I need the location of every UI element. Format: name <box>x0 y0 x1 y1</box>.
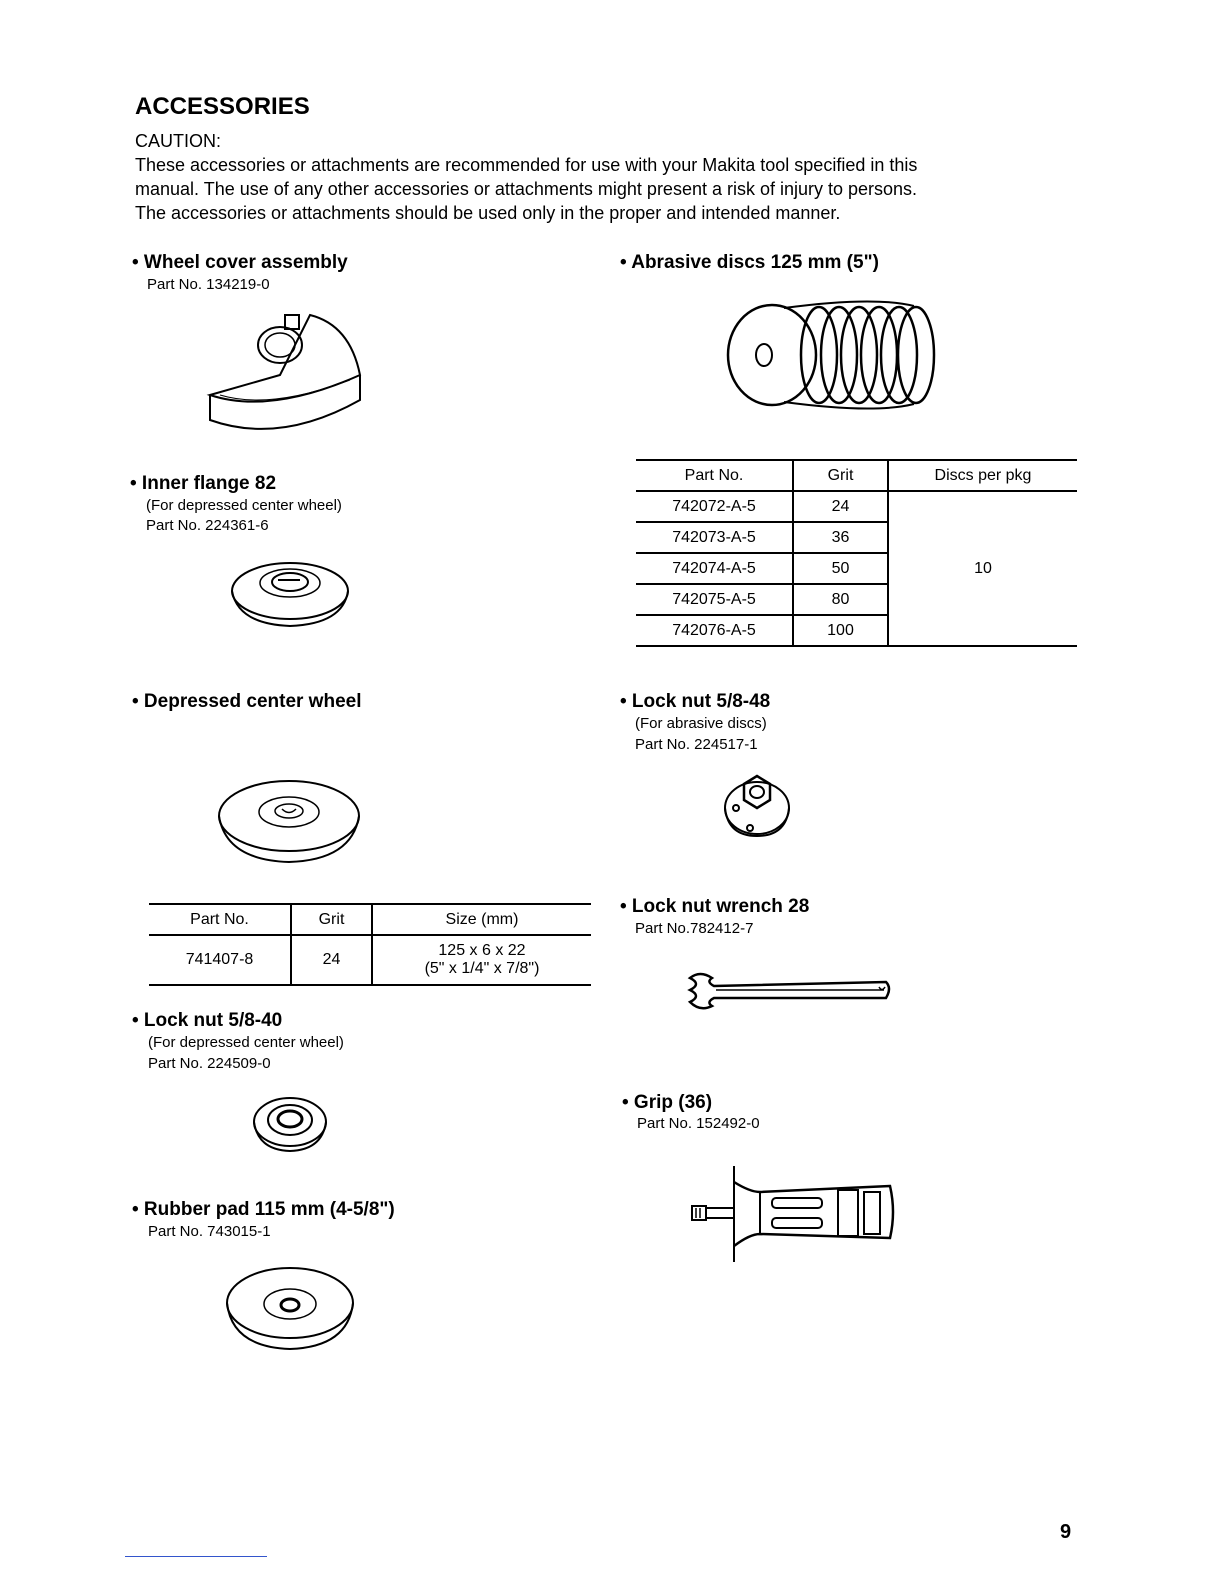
grip-icon <box>690 1162 896 1266</box>
abrasive-table-cell: 36 <box>793 522 888 553</box>
page-title: ACCESSORIES <box>135 93 310 120</box>
wheel-cover-icon <box>200 305 380 445</box>
wheel-table-header: Grit <box>291 904 372 935</box>
lock-nut-48-note: (For abrasive discs) <box>635 715 767 732</box>
abrasive-spec-table <box>636 459 1077 647</box>
inner-flange-icon <box>228 558 358 633</box>
caution-line: manual. The use of any other accessories or attachments might present a risk of injury to persons. <box>135 179 918 199</box>
wrench-icon <box>686 968 896 1010</box>
inner-flange-part: Part No. 224361-6 <box>146 517 269 534</box>
lock-nut-48-title: • Lock nut 5/8-48 <box>620 691 771 712</box>
abrasive-table-header: Part No. <box>636 460 793 491</box>
wheel-table-header: Size (mm) <box>445 910 519 928</box>
wheel-cover-part: Part No. 134219-0 <box>147 276 270 293</box>
lock-nut-40-note: (For depressed center wheel) <box>148 1034 344 1051</box>
lock-nut-wrench-part: Part No.782412-7 <box>635 920 754 937</box>
grip-part: Part No. 152492-0 <box>637 1115 760 1132</box>
abrasive-table-cell: 742075-A-5 <box>636 584 793 615</box>
abrasive-table-header: Grit <box>793 460 888 491</box>
wheel-table-cell <box>372 935 591 985</box>
lock-nut-icon <box>722 770 792 838</box>
abrasive-table-cell: 24 <box>793 491 888 522</box>
inner-flange-note: (For depressed center wheel) <box>146 497 342 514</box>
depressed-wheel-icon <box>216 778 362 870</box>
depressed-wheel-title: • Depressed center wheel <box>132 691 362 712</box>
rubber-pad-icon <box>224 1265 360 1355</box>
wheel-table-cell: 741407-8 <box>149 935 291 985</box>
page-number: 9 <box>1060 1521 1072 1543</box>
lock-nut-icon <box>250 1094 330 1154</box>
abrasive-table-cell: 10 <box>888 491 1077 646</box>
inner-flange-title: • Inner flange 82 <box>130 473 277 494</box>
caution-line: The accessories or attachments should be used only in the proper and intended manner. <box>135 203 841 223</box>
abrasive-discs-title: • Abrasive discs 125 mm (5") <box>620 252 879 273</box>
lock-nut-wrench-title: • Lock nut wrench 28 <box>620 896 810 917</box>
grip-title: • Grip (36) <box>622 1092 713 1113</box>
wheel-size-line: 125 x 6 x 22 <box>438 942 526 959</box>
lock-nut-40-part: Part No. 224509-0 <box>148 1055 271 1072</box>
abrasive-discs-icon <box>724 298 940 412</box>
footer-divider <box>125 1556 267 1557</box>
abrasive-table-cell: 742073-A-5 <box>636 522 793 553</box>
wheel-size-line: (5" x 1/4" x 7/8") <box>424 960 540 977</box>
rubber-pad-title: • Rubber pad 115 mm (4-5/8") <box>132 1199 395 1220</box>
wheel-spec-table <box>149 903 591 986</box>
abrasive-table-cell: 742076-A-5 <box>636 615 793 646</box>
lock-nut-40-title: • Lock nut 5/8-40 <box>132 1010 283 1031</box>
abrasive-table-header: Discs per pkg <box>934 466 1032 484</box>
abrasive-table-cell: 80 <box>793 584 888 615</box>
abrasive-table-cell: 100 <box>793 615 888 646</box>
wheel-cover-title: • Wheel cover assembly <box>132 252 348 273</box>
abrasive-table-cell: 742072-A-5 <box>636 491 793 522</box>
rubber-pad-part: Part No. 743015-1 <box>148 1223 271 1240</box>
caution-text <box>135 153 1095 225</box>
caution-line: These accessories or attachments are recommended for use with your Makita tool specified in this <box>135 155 918 175</box>
wheel-table-header: Part No. <box>149 904 291 935</box>
abrasive-table-cell: 50 <box>793 553 888 584</box>
lock-nut-48-part: Part No. 224517-1 <box>635 736 758 753</box>
wheel-table-cell: 24 <box>291 935 372 985</box>
caution-label: CAUTION: <box>135 131 222 151</box>
abrasive-table-cell: 742074-A-5 <box>636 553 793 584</box>
